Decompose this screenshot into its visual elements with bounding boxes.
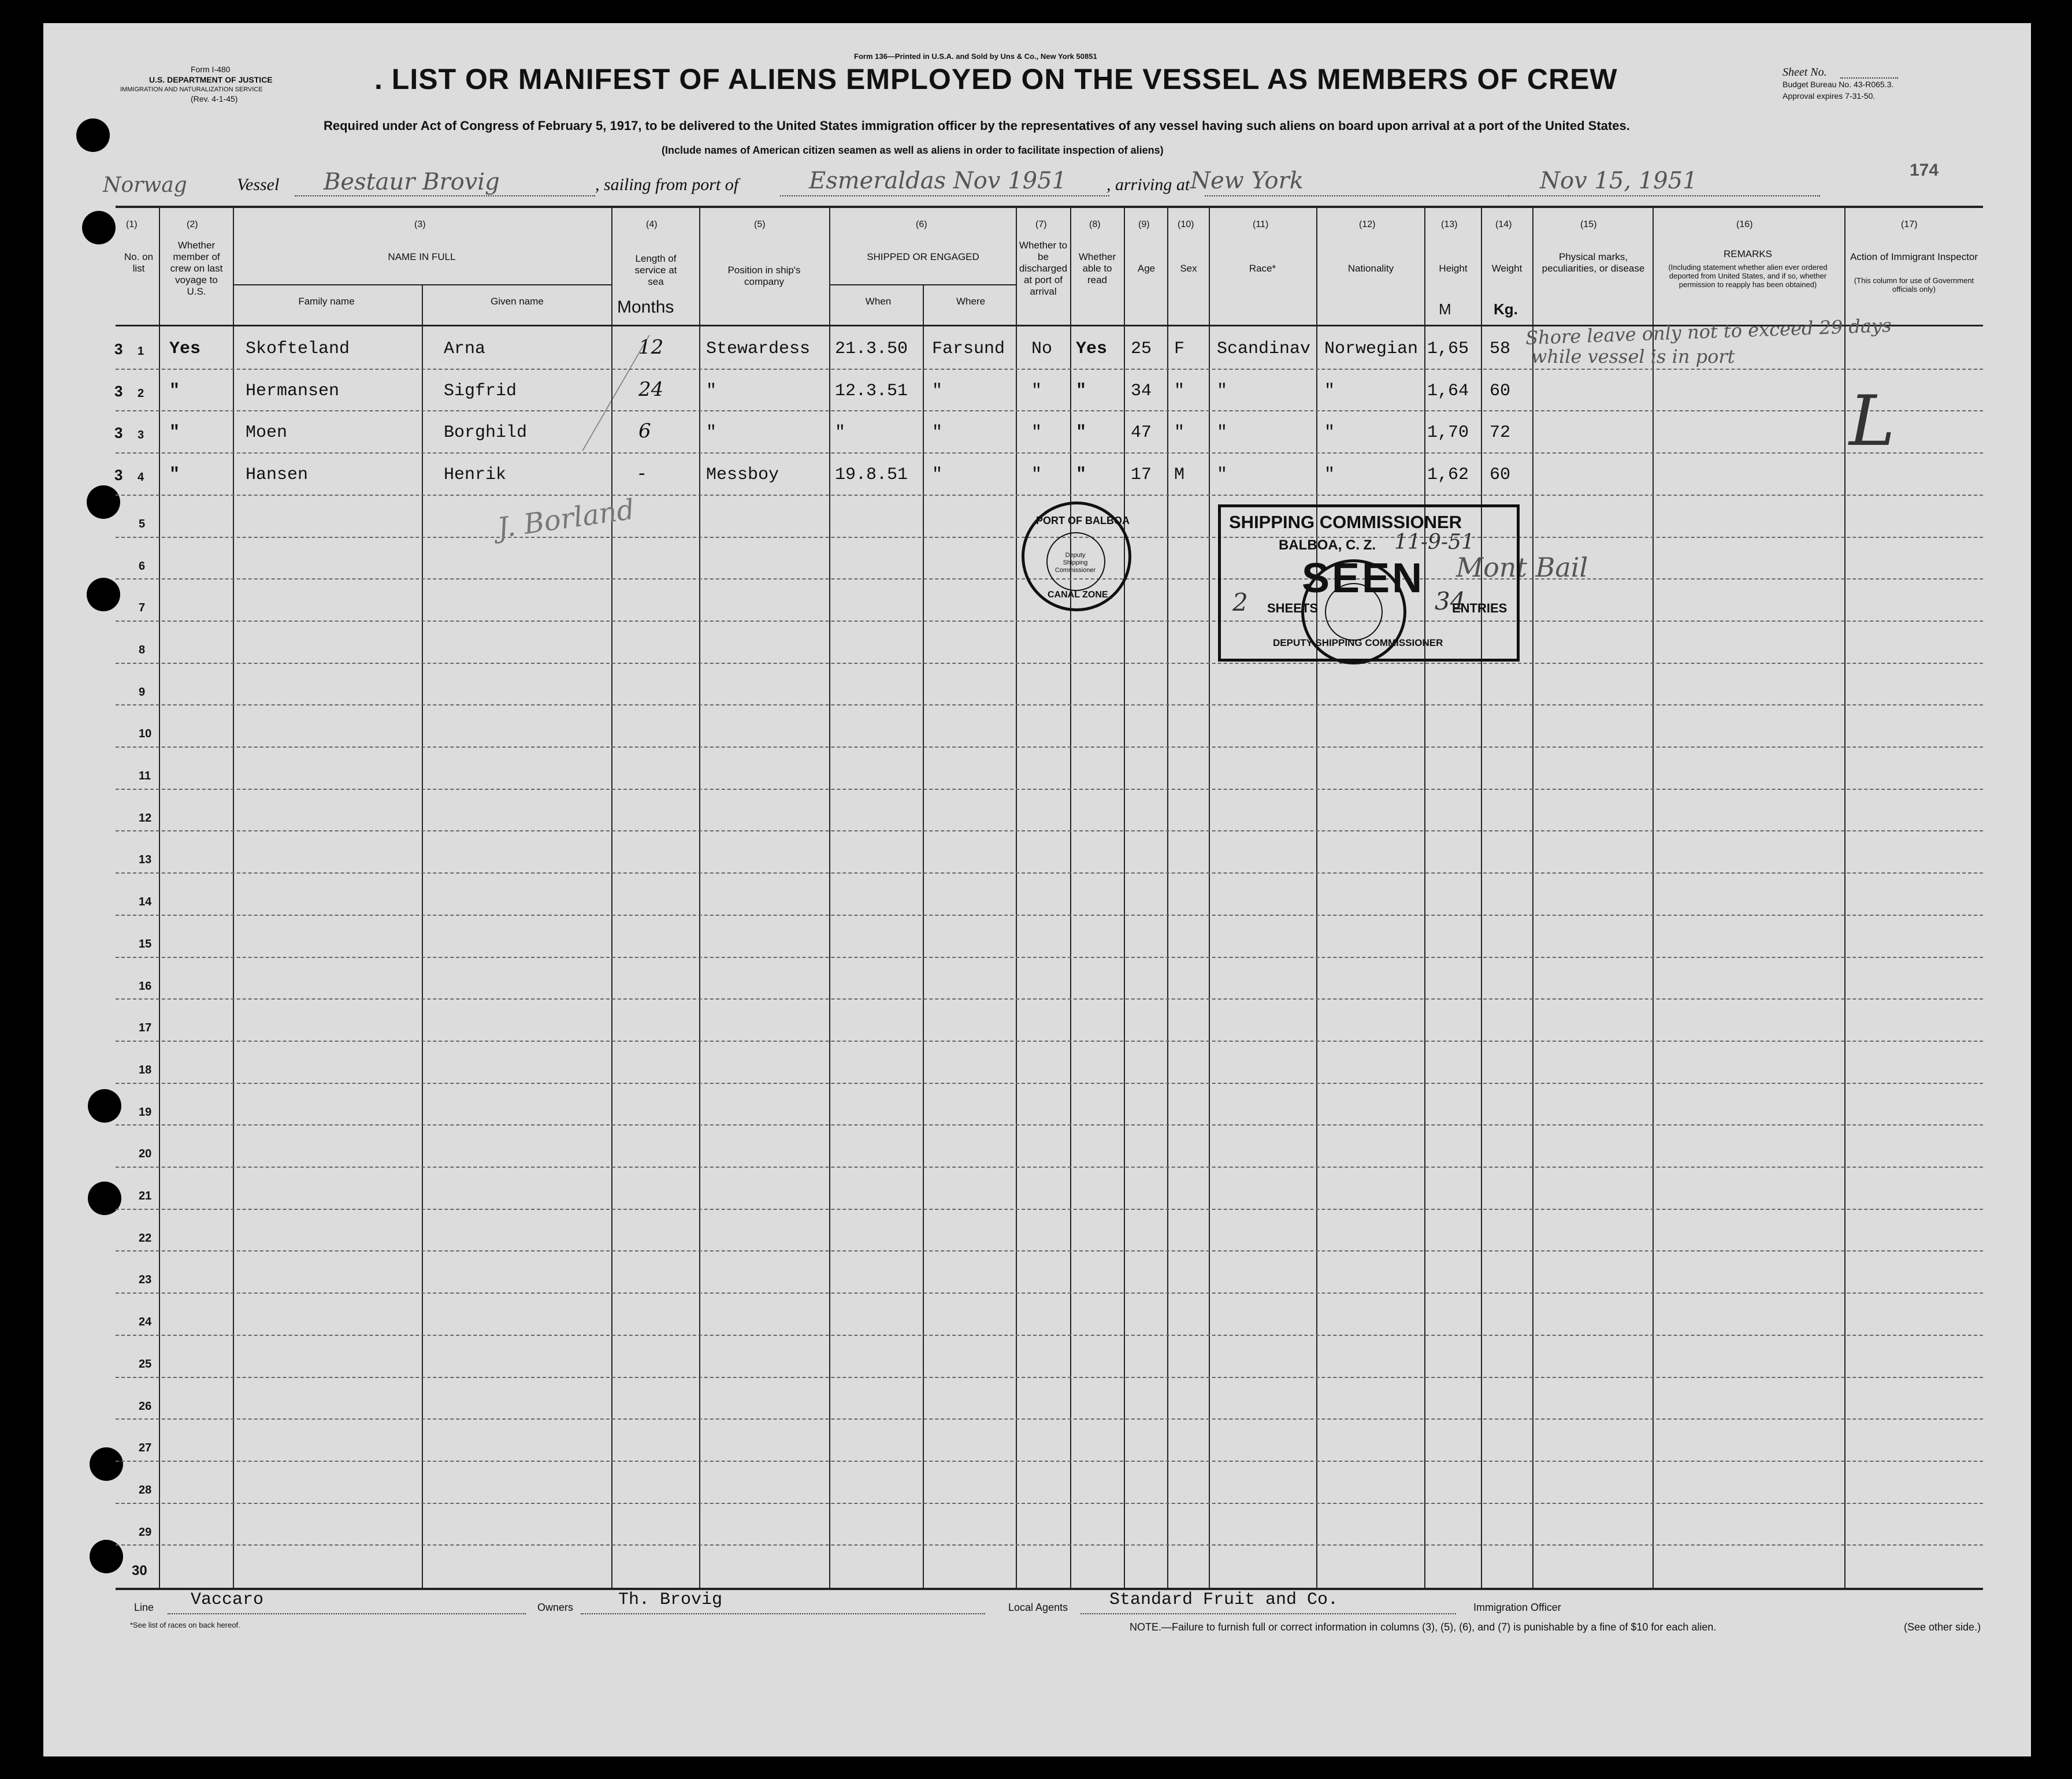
empty-row-number: 16 xyxy=(139,980,152,993)
footer-see-other-side: (See other side.) xyxy=(1904,1621,1981,1633)
col-header-sex: Sex xyxy=(1180,263,1197,274)
col-divider xyxy=(1209,207,1210,1588)
vessel-label: Vessel xyxy=(237,175,280,194)
sailing-dots xyxy=(780,195,1109,196)
arrival-date: Nov 15, 1951 xyxy=(1540,168,1698,194)
footer-line-label: Line xyxy=(134,1602,154,1613)
col-num-7: (7) xyxy=(1035,220,1047,229)
footer-officer-label: Immigration Officer xyxy=(1473,1602,1561,1613)
empty-row-number: 22 xyxy=(139,1232,152,1245)
row-separator xyxy=(116,1503,1983,1504)
circle-stamp-bottom: CANAL ZONE xyxy=(1048,590,1108,600)
empty-row-number: 19 xyxy=(139,1106,152,1119)
sex-cell: F xyxy=(1174,339,1185,359)
col-header-nationality: Nationality xyxy=(1347,263,1394,274)
department: U.S. DEPARTMENT OF JUSTICE xyxy=(149,75,273,84)
page-title: . LIST OR MANIFEST OF ALIENS EMPLOYED ON THE VESSEL AS MEMBERS OF CREW xyxy=(374,63,1618,95)
col-divider xyxy=(1532,207,1533,1588)
empty-row-number: 12 xyxy=(139,812,152,824)
row-separator xyxy=(116,1335,1983,1336)
empty-row-number: 20 xyxy=(139,1147,152,1160)
row-separator xyxy=(116,1293,1983,1294)
footer-owners-value: Th. Brovig xyxy=(618,1590,723,1610)
date-dots xyxy=(1508,195,1820,196)
shipped-where-cell: " xyxy=(932,381,943,401)
age-cell: 47 xyxy=(1131,423,1152,443)
shipped-when-cell: " xyxy=(835,423,846,443)
row-separator xyxy=(116,746,1983,748)
col-header-able-to-read: Whether able to read xyxy=(1078,251,1116,285)
row-mark: 3 xyxy=(114,424,123,441)
position-cell: " xyxy=(706,381,717,401)
col-header-length-of-service: Length of service at sea xyxy=(634,253,677,287)
race-cell: " xyxy=(1217,381,1228,401)
age-cell: 17 xyxy=(1131,465,1152,485)
col-divider xyxy=(699,207,700,1588)
col-divider xyxy=(233,207,234,1588)
col-divider xyxy=(829,207,830,1588)
table-bottom-border xyxy=(116,1588,1983,1590)
row-separator xyxy=(116,1418,1983,1420)
empty-row-number: 6 xyxy=(139,560,146,573)
discharged-cell: " xyxy=(1031,465,1042,485)
vessel-name: Bestaur Brovig xyxy=(324,169,500,195)
footer-line-value: Vaccaro xyxy=(191,1590,264,1610)
shipped-where-cell: Farsund xyxy=(932,339,1005,359)
punch-hole xyxy=(87,578,120,611)
flag-handwritten: Norwag xyxy=(103,173,187,197)
row-mark: 3 xyxy=(114,340,123,358)
months-service-cell: - xyxy=(638,462,645,485)
row-separator xyxy=(116,452,1983,454)
col-header-height: Height xyxy=(1439,263,1468,274)
empty-row-number: 25 xyxy=(139,1358,152,1371)
given-name-cell: Sigfrid xyxy=(444,381,517,401)
footer-agents-value: Standard Fruit and Co. xyxy=(1109,1590,1339,1610)
race-cell: Scandinav xyxy=(1217,339,1311,359)
empty-row-number: 21 xyxy=(139,1190,152,1202)
col-num-1: (1) xyxy=(126,220,138,229)
months-service-cell: 12 xyxy=(638,336,664,359)
given-name-cell: Borghild xyxy=(444,423,528,443)
col-num-15: (15) xyxy=(1580,220,1597,229)
row-separator xyxy=(116,621,1983,622)
shipped-where-cell: " xyxy=(932,423,943,443)
name-subheader-line xyxy=(233,284,611,285)
seen-signature: Mont Bail xyxy=(1456,552,1588,583)
row-separator xyxy=(116,663,1983,664)
col-divider xyxy=(1070,207,1071,1588)
empty-row-number: 8 xyxy=(139,644,146,656)
col-num-8: (8) xyxy=(1089,220,1101,229)
row-separator xyxy=(116,830,1983,831)
empty-row-number: 10 xyxy=(139,727,152,740)
row-separator xyxy=(116,1209,1983,1210)
given-name-cell: Henrik xyxy=(444,465,507,485)
col-num-16: (16) xyxy=(1736,220,1753,229)
col-num-3: (3) xyxy=(414,220,426,229)
able-to-read-cell: " xyxy=(1076,465,1087,485)
weight-cell: 72 xyxy=(1490,423,1511,443)
subnote: (Include names of American citizen seamen as well as aliens in order to facilitate inspection of aliens) xyxy=(662,144,1164,156)
punch-hole xyxy=(76,118,110,152)
row-separator xyxy=(116,915,1983,916)
empty-row-number: 15 xyxy=(139,938,152,950)
row-separator xyxy=(116,410,1983,411)
col-header-crew-last-voyage: Whether member of crew on last voyage to U.S. xyxy=(170,240,223,297)
col-divider xyxy=(923,284,924,1588)
col-header-race: Race* xyxy=(1249,263,1276,274)
family-name-cell: Hermansen xyxy=(246,381,340,401)
row-number: 1 xyxy=(138,345,144,358)
approval-expires: Approval expires 7-31-50. xyxy=(1783,91,1876,101)
punch-hole xyxy=(88,1182,121,1215)
empty-row-number: 11 xyxy=(139,770,151,782)
empty-row-number: 18 xyxy=(139,1064,152,1076)
weight-cell: 60 xyxy=(1490,465,1511,485)
arriving-label: , arriving at xyxy=(1106,175,1190,194)
crew-last-voyage-cell: " xyxy=(169,465,180,485)
stamp-entries-value: 34 xyxy=(1435,587,1466,615)
row-separator xyxy=(116,1041,1983,1042)
remarks-handwriting-1: Shore leave only not to exceed 29 days xyxy=(1525,314,1892,350)
col-divider xyxy=(1316,207,1317,1588)
height-cell: 1,64 xyxy=(1427,381,1469,401)
col-num-5: (5) xyxy=(754,220,766,229)
empty-row-number: 29 xyxy=(139,1526,152,1539)
row-separator xyxy=(116,1083,1983,1084)
row-separator xyxy=(116,1544,1983,1546)
race-cell: " xyxy=(1217,423,1228,443)
col-header-given-name: Given name xyxy=(491,296,544,307)
printer-line: Form 136—Printed in U.S.A. and Sold by Uns & Co., New York 50851 xyxy=(854,52,1097,61)
row-number: 3 xyxy=(138,429,144,441)
sex-cell: " xyxy=(1174,423,1185,443)
height-cell: 1,70 xyxy=(1427,423,1469,443)
col-header-no-on-list: No. on list xyxy=(124,251,154,274)
punch-hole xyxy=(87,485,120,519)
discharged-cell: " xyxy=(1031,381,1042,401)
col-num-13: (13) xyxy=(1441,220,1458,229)
col-header-remarks-note: (Including statement whether alien ever ordered deported from United States, and if so, whether permission to reapply has been obtained) xyxy=(1668,263,1828,289)
port-balboa-round-stamp xyxy=(1022,502,1131,611)
row-mark: 3 xyxy=(114,466,123,484)
weight-cell: 58 xyxy=(1490,339,1511,359)
col-header-physical-marks: Physical marks, peculiarities, or disease xyxy=(1542,251,1645,274)
col-num-9: (9) xyxy=(1138,220,1150,229)
col-num-12: (12) xyxy=(1359,220,1376,229)
empty-row-number: 7 xyxy=(139,601,146,614)
age-cell: 25 xyxy=(1131,339,1152,359)
sheet-no-label: Sheet No. xyxy=(1783,66,1827,79)
sheet-no-dots xyxy=(1840,77,1898,79)
stamp-date: 11-9-51 xyxy=(1394,530,1475,554)
row-separator xyxy=(116,704,1983,705)
shipped-subheader-line xyxy=(829,284,1016,285)
form-number: Form I-480 xyxy=(191,65,231,74)
height-cell: 1,65 xyxy=(1427,339,1469,359)
col-header-where: Where xyxy=(956,296,986,307)
col-num-10: (10) xyxy=(1178,220,1194,229)
row-separator xyxy=(116,1377,1983,1378)
row-number: 2 xyxy=(138,387,144,400)
empty-row-number: 28 xyxy=(139,1484,152,1496)
empty-row-number: 9 xyxy=(139,686,146,699)
col-num-4: (4) xyxy=(646,220,658,229)
col-divider xyxy=(159,207,160,1588)
row-separator xyxy=(116,1124,1983,1126)
clerk-signature: J. Borland xyxy=(495,493,637,545)
crew-last-voyage-cell: Yes xyxy=(169,339,201,359)
race-cell: " xyxy=(1217,465,1228,485)
family-name-cell: Moen xyxy=(246,423,288,443)
stamp-title: SHIPPING COMMISSIONER xyxy=(1229,512,1462,532)
col-header-height-unit: M xyxy=(1439,300,1451,318)
stamp-seen: SEEN xyxy=(1302,555,1425,601)
col-num-17: (17) xyxy=(1901,220,1918,229)
able-to-read-cell: " xyxy=(1076,423,1087,443)
row-separator xyxy=(116,872,1983,874)
stamp-entries-label: ENTRIES xyxy=(1452,601,1507,615)
position-cell: Messboy xyxy=(706,465,779,485)
nationality-cell: " xyxy=(1324,381,1335,401)
given-name-cell: Arna xyxy=(444,339,486,359)
punch-hole xyxy=(82,211,116,244)
sailing-port: Esmeraldas Nov 1951 xyxy=(809,168,1067,194)
footer-line-underline xyxy=(168,1613,526,1614)
col-header-action-note: (This column for use of Government officials only) xyxy=(1854,276,1974,294)
remarks-handwriting-2: while vessel is in port xyxy=(1531,346,1735,367)
row-separator xyxy=(116,789,1983,790)
sex-cell: M xyxy=(1174,465,1185,485)
able-to-read-cell: Yes xyxy=(1076,339,1108,359)
stamp-footer: DEPUTY SHIPPING COMMISSIONER xyxy=(1273,637,1443,648)
budget-bureau: Budget Bureau No. 43-R065.3. xyxy=(1783,80,1894,89)
col-header-weight: Weight xyxy=(1491,263,1523,274)
sex-cell: " xyxy=(1174,381,1185,401)
discharged-cell: " xyxy=(1031,423,1042,443)
row-separator xyxy=(116,1461,1983,1462)
position-cell: " xyxy=(706,423,717,443)
col-num-14: (14) xyxy=(1495,220,1512,229)
col-num-2: (2) xyxy=(187,220,198,229)
overlapping-round-stamp xyxy=(1301,559,1406,664)
col-header-action-inspector: Action of Immigrant Inspector xyxy=(1850,251,1978,262)
empty-row-number: 5 xyxy=(139,518,146,530)
col-num-6: (6) xyxy=(916,220,927,229)
col-divider xyxy=(1653,207,1654,1588)
col-header-shipped-engaged: SHIPPED OR ENGAGED xyxy=(867,251,979,262)
nationality-cell: " xyxy=(1324,465,1335,485)
empty-row-number: 17 xyxy=(139,1022,152,1034)
circle-stamp-top: PORT OF BALBOA xyxy=(1036,515,1130,526)
col-header-family-name: Family name xyxy=(298,296,355,307)
row-separator xyxy=(116,998,1983,1000)
col-header-age: Age xyxy=(1137,263,1156,274)
row-separator xyxy=(116,495,1983,496)
stamp-sheets-value: 2 xyxy=(1232,588,1248,616)
empty-row-number: 24 xyxy=(139,1316,152,1328)
row-separator xyxy=(116,369,1983,370)
col-divider xyxy=(1844,207,1846,1588)
col-divider xyxy=(1016,207,1017,1588)
row-number: 4 xyxy=(138,471,144,484)
page-number: 174 xyxy=(1910,161,1939,180)
inspector-mark: L xyxy=(1849,381,1895,462)
months-service-cell: 6 xyxy=(638,419,651,443)
nationality-cell: " xyxy=(1324,423,1335,443)
height-cell: 1,62 xyxy=(1427,465,1469,485)
crew-last-voyage-cell: " xyxy=(169,381,180,401)
stamp-place: BALBOA, C. Z. xyxy=(1279,537,1376,553)
empty-row-number: 14 xyxy=(139,896,152,908)
col-header-name-in-full: NAME IN FULL xyxy=(388,251,456,262)
weight-cell: 60 xyxy=(1490,381,1511,401)
subtitle: Required under Act of Congress of February 5, 1917, to be delivered to the United States immigration officer by the representatives of any vessel having such aliens on board upon arrival at a port of the United States. xyxy=(324,118,1630,133)
footer-note: NOTE.—Failure to furnish full or correct information in columns (3), (5), (6), and (7) is punishable by a fine of $10 for each alien. xyxy=(1130,1621,1717,1633)
col-divider xyxy=(1481,207,1482,1588)
age-cell: 34 xyxy=(1131,381,1152,401)
footer-agents-underline xyxy=(1080,1613,1456,1614)
circle-stamp-inner xyxy=(1325,583,1383,641)
stamp-sheets-label: SHEETS xyxy=(1267,601,1319,615)
empty-row-number: 27 xyxy=(139,1442,152,1454)
col-header-weight-unit: Kg. xyxy=(1494,300,1518,318)
family-name-cell: Skofteland xyxy=(246,339,350,359)
service: IMMIGRATION AND NATURALIZATION SERVICE xyxy=(120,86,263,93)
discharged-cell: No xyxy=(1031,339,1053,359)
shipped-when-cell: 12.3.51 xyxy=(835,381,908,401)
col-header-position: Position in ship's company xyxy=(727,265,801,287)
sailing-label: , sailing from port of xyxy=(595,175,739,194)
empty-row-number: 13 xyxy=(139,853,152,866)
shipped-when-cell: 19.8.51 xyxy=(835,465,908,485)
arriving-port: New York xyxy=(1190,168,1304,194)
able-to-read-cell: " xyxy=(1076,381,1087,401)
footer-races-note: *See list of races on back hereof. xyxy=(130,1621,240,1629)
footer-owners-label: Owners xyxy=(537,1602,574,1613)
footer-agents-label: Local Agents xyxy=(1008,1602,1068,1613)
shipped-where-cell: " xyxy=(932,465,943,485)
vessel-dots xyxy=(295,195,595,196)
col-header-remarks: REMARKS xyxy=(1723,248,1773,259)
punch-hole xyxy=(88,1089,121,1123)
col-header-when: When xyxy=(865,296,892,307)
circle-stamp-center: Deputy Shipping Commissioner xyxy=(1054,552,1096,574)
row-mark: 3 xyxy=(114,382,123,400)
nationality-cell: Norwegian xyxy=(1324,339,1419,359)
months-service-cell: 24 xyxy=(638,378,664,401)
empty-row-number: 26 xyxy=(139,1400,152,1413)
punch-hole xyxy=(90,1447,123,1481)
col-header-discharged: Whether to be discharged at port of arrival xyxy=(1019,240,1068,297)
col-header-months: Months xyxy=(617,298,674,317)
col-num-11: (11) xyxy=(1253,220,1269,229)
shipped-when-cell: 21.3.50 xyxy=(835,339,908,359)
row-separator xyxy=(116,957,1983,958)
family-name-cell: Hansen xyxy=(246,465,309,485)
row-separator xyxy=(116,1167,1983,1168)
empty-row-number: 23 xyxy=(139,1273,152,1286)
row-separator xyxy=(116,1250,1983,1251)
position-cell: Stewardess xyxy=(706,339,811,359)
crew-last-voyage-cell: " xyxy=(169,423,180,443)
table-top-border xyxy=(116,206,1983,208)
col-divider xyxy=(1124,207,1125,1588)
revision: (Rev. 4-1-45) xyxy=(191,94,238,103)
footer-owners-underline xyxy=(581,1613,985,1614)
col-divider xyxy=(1424,207,1425,1588)
empty-row-number: 30 xyxy=(132,1563,147,1579)
col-divider xyxy=(422,284,423,1588)
col-divider xyxy=(1167,207,1168,1588)
